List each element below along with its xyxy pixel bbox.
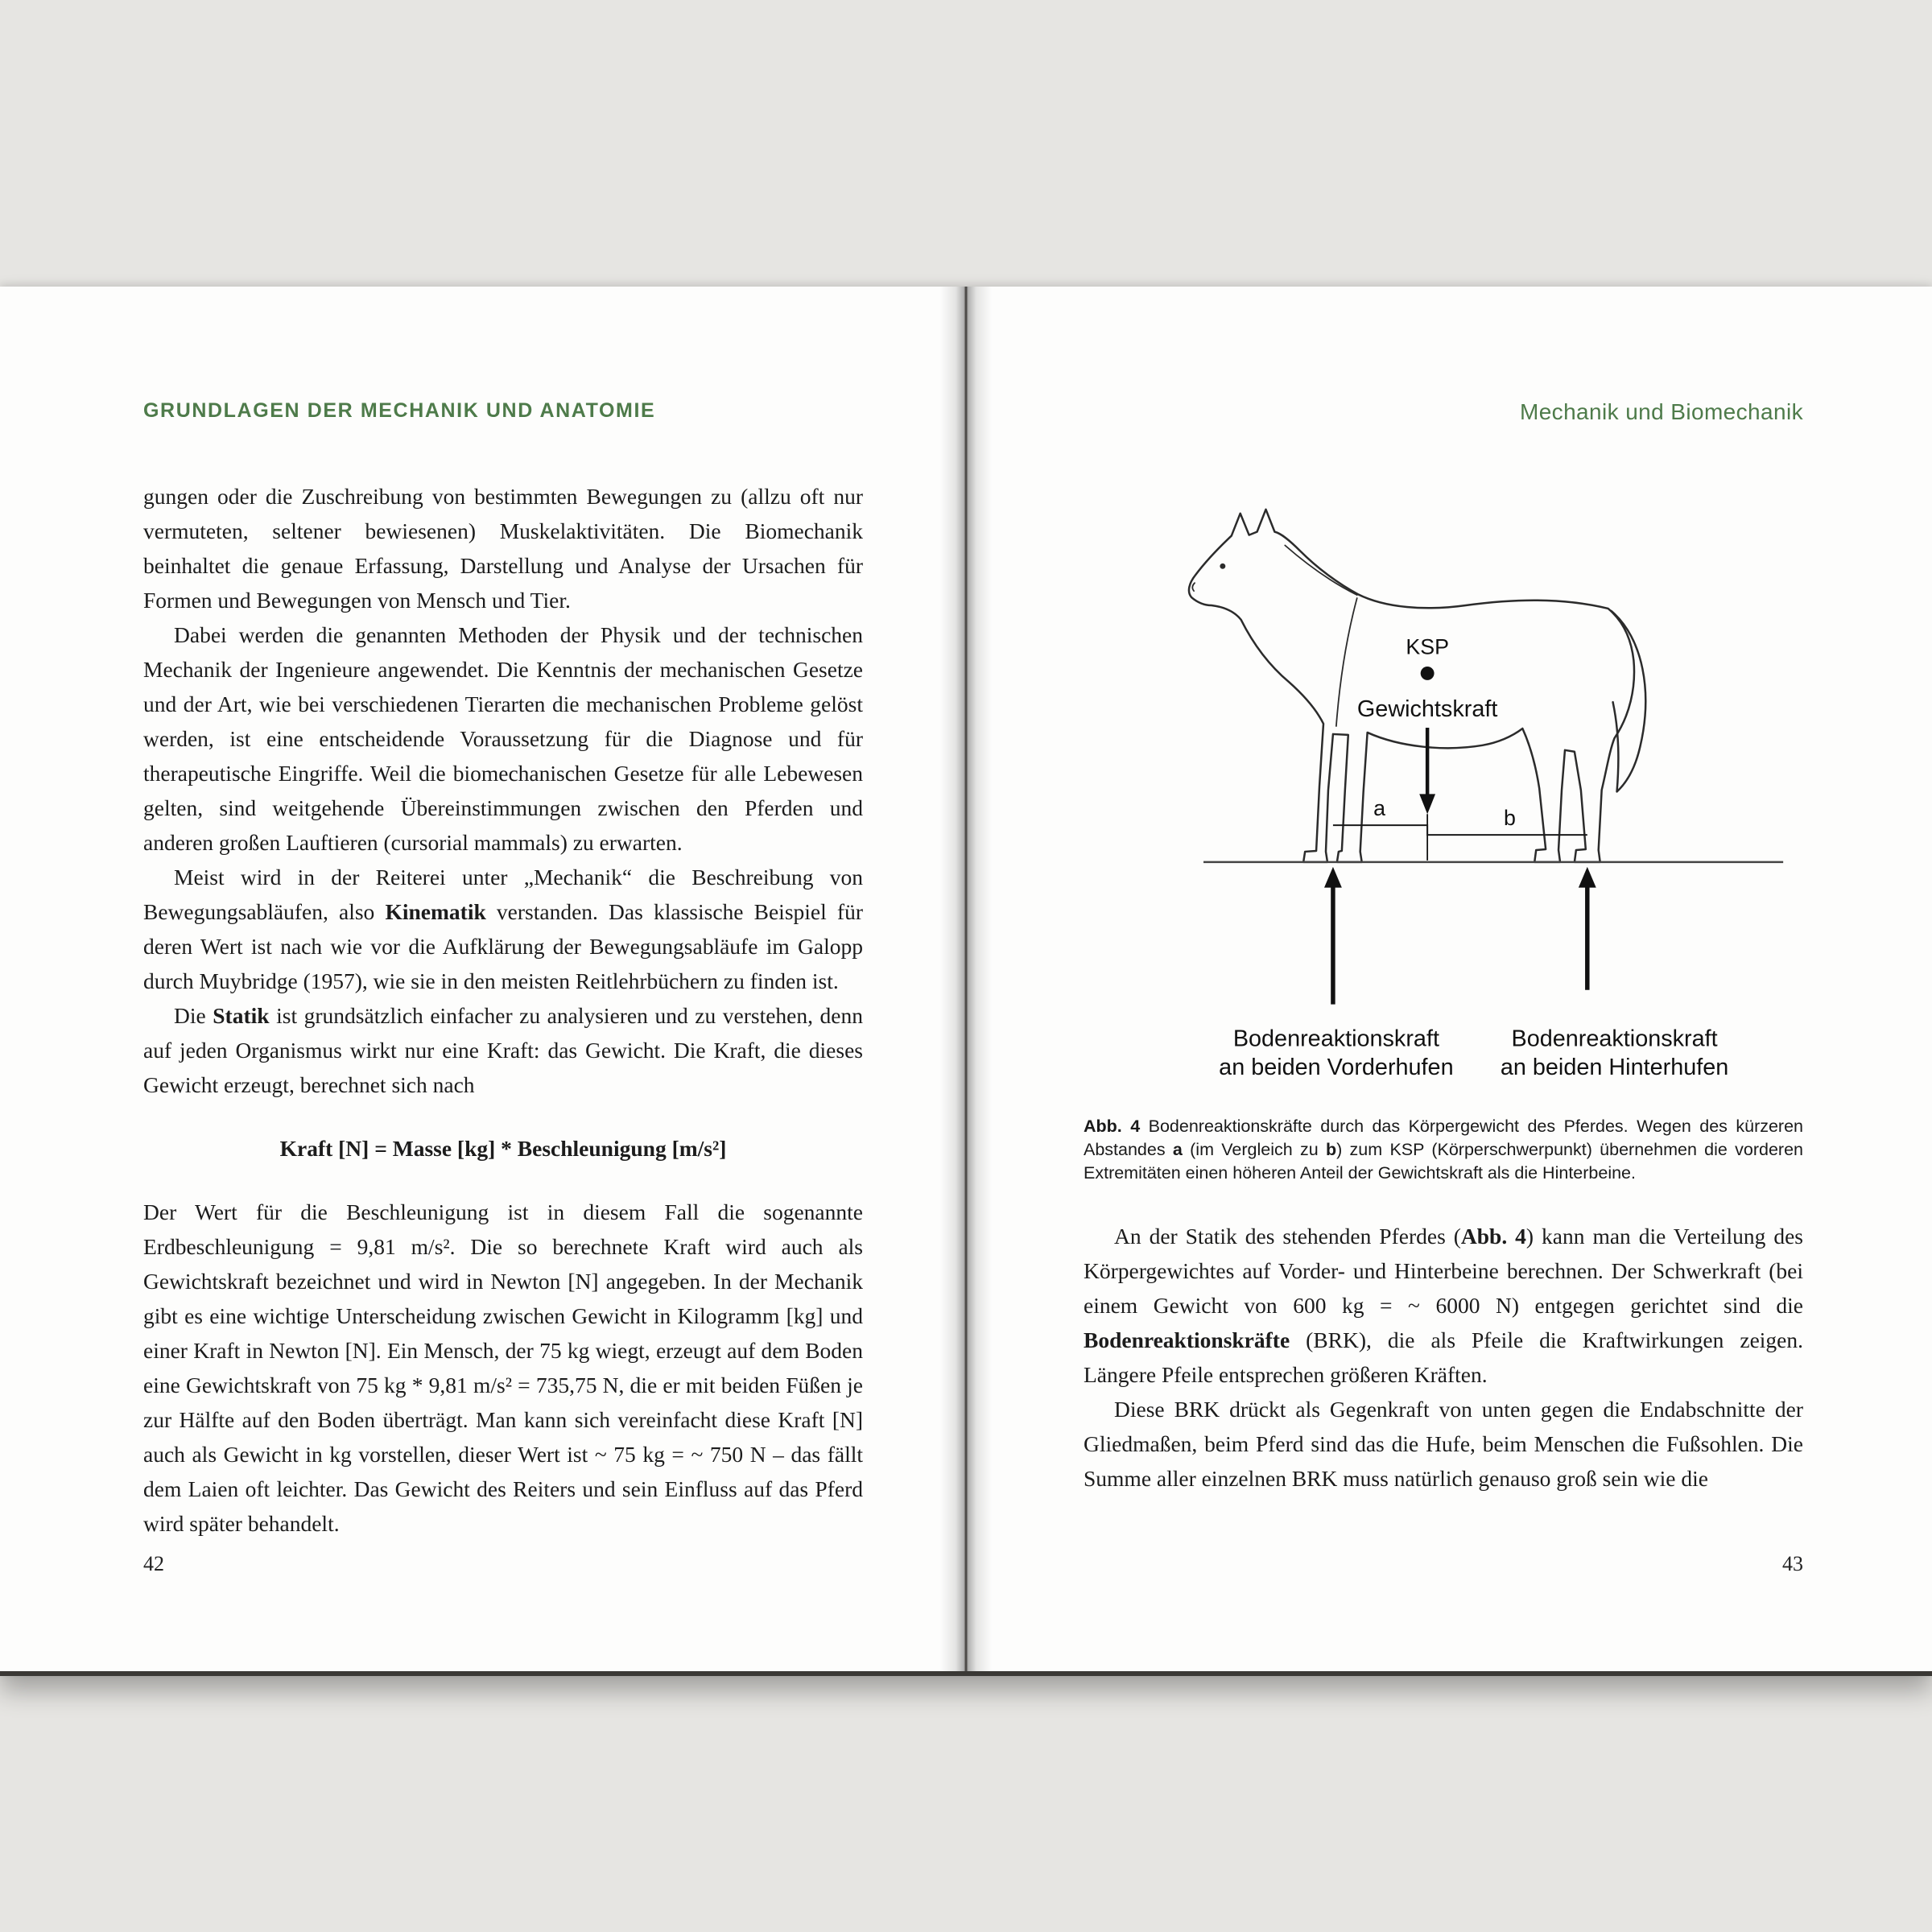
page-number-left: 42 [143, 1552, 164, 1575]
ksp-dot [1421, 667, 1435, 680]
paragraph: Der Wert für die Beschleunigung ist in diesem Fall die sogenannte Erdbeschleunigung = 9,81 m/s². Die so berechnete Kraft wird auch als Gewichtskraft bezeichnet und wird in Newton [N] angegeben. In der Mechanik gibt es eine wichtige Unterscheidung zwischen Gewicht in Kilogramm [kg] und einer Kraft in Newton [N]. Ein Mensch, der 75 kg wiegt, erzeugt auf dem Boden eine Gewichtskraft von 75 kg * 9,81 m/s² = 735,75 N, die er mit beiden Füßen je zur Hälfte auf den Boden überträgt. Man kann sich vereinfacht diese Kraft [N] auch als Gewicht in kg vorstellen, dieser Wert ist ~ 75 kg = ~ 750 N – das fällt dem Laien oft leichter. Das Gewicht des Reiters und sein Einfluss auf das Pferd wird später behandelt. [143, 1199, 863, 1536]
ksp-label: KSP [1406, 634, 1449, 659]
distance-b-label: b [1503, 806, 1516, 831]
paragraph: gungen oder die Zuschreibung von bestimmten Bewegungen zu (allzu oft nur vermuteten, seltener bewiesenen) Muskelaktivitäten. Die Biomechanik beinhaltet die genaue Erfassung, Darstellung und Analyse der Ursachen für Formen und Bewegungen von Mensch und Tier. [143, 484, 863, 613]
distance-line-ab [1333, 825, 1587, 835]
paragraph: Meist wird in der Reiterei unter „Mechanik“ die Beschreibung von Bewegungsabläufen, also Kinematik verstanden. Das klassische Beispiel für deren Wert ist nach wie vor die Aufklärung der Bewegungsabläufe im Galopp durch Muybridge (1957), wie sie in den meisten Reitlehrbüchern zu finden ist. [143, 865, 863, 993]
running-head-right: Mechanik und Biomechanik [1519, 399, 1803, 424]
right-page [966, 287, 1932, 1671]
horse-statics-illustration [1084, 486, 1803, 1094]
paragraph: Dabei werden die genannten Methoden der Physik und der technischen Mechanik der Ingenieure angewendet. Die Kenntnis der mechanischen Gesetze und der Art, wie bei verschiedenen Tierarten die mechanischen Probleme gelöst werden, ist eine entscheidende Voraussetzung für die Diagnose und für therapeutische Eingriffe. Weil die biomechanischen Gesetze für alle Lebewesen gelten, sind weitgehende Übereinstimmungen zwischen den Pferden und anderen großen Lauftieren (cursorial mammals) zu erwarten. [143, 622, 863, 855]
force-formula: Kraft [N] = Masse [kg] * Beschleunigung [m/s²] [279, 1136, 727, 1161]
distance-a-label: a [1373, 796, 1385, 821]
horse-eye [1220, 564, 1225, 569]
horse-outline-path [1189, 510, 1634, 862]
left-page [0, 287, 966, 1671]
paragraph: Die Statik ist grundsätzlich einfacher zu analysieren und zu verstehen, denn auf jeden Organismus wirkt nur eine Kraft: das Gewicht. Die Kraft, die dieses Gewicht erzeugt, berechnet sich nach [143, 1003, 863, 1097]
brk-arrow-front-head [1324, 867, 1342, 888]
paragraph: An der Statik des stehenden Pferdes (Abb. 4) kann man die Verteilung des Körpergewichtes auf Vorder- und Hinterbeine berechnen. Der Schwerkraft (bei einem Gewicht von 600 kg = ~ 6000 N) entgegen gerichtet sind die Bodenreaktionskräfte (BRK), die als Pfeile die Kraftwirkungen zeigen. Längere Pfeile entsprechen größeren Kräften. [1084, 1223, 1803, 1387]
horse-nostril [1192, 583, 1195, 591]
page-number-right: 43 [1782, 1552, 1803, 1575]
book-spread [0, 287, 1932, 1676]
running-head-left: GRUNDLAGEN DER MECHANIK UND ANATOMIE [143, 399, 656, 422]
front-force-label-line2: an beiden Vorderhufen [1219, 1055, 1454, 1081]
figure-horse-statics [1084, 486, 1803, 1094]
figure-caption: Abb. 4 Bodenreaktionskräfte durch das Körpergewicht des Pferdes. Wegen des kürzeren Abstandes a (im Vergleich zu b) zum KSP (Körperschwerpunkt) übernehmen die vorderen Extremitäten einen höheren Anteil der Gewichtskraft als die Hinterbeine. [1084, 1116, 1804, 1183]
brk-arrow-rear-head [1579, 867, 1596, 888]
front-force-label-line1: Bodenreaktionskraft [1232, 1026, 1439, 1052]
weight-force-label: Gewichtskraft [1356, 696, 1498, 723]
rear-force-label-line2: an beiden Hinterhufen [1500, 1055, 1729, 1081]
paragraph: Diese BRK drückt als Gegenkraft von unten gegen die Endabschnitte der Gliedmaßen, beim Pferd sind das die Hufe, beim Menschen die Fußsohlen. Die Summe aller einzelnen BRK muss natürlich genauso groß sein wie die [1084, 1396, 1803, 1491]
weight-arrow-head [1419, 794, 1435, 814]
horse-shoulder-line [1336, 598, 1357, 726]
rear-force-label-line1: Bodenreaktionskraft [1511, 1026, 1718, 1052]
